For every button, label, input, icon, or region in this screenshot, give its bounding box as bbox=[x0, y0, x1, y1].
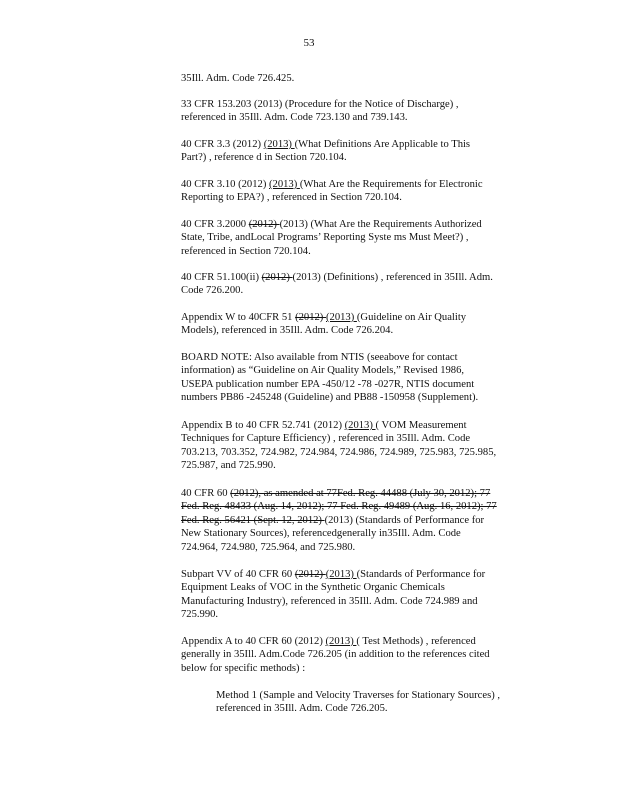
reference-text: 40 CFR 3.10 (2012) bbox=[181, 179, 269, 190]
reference-text: ( VOM Measurement bbox=[375, 420, 467, 431]
reference-line bbox=[181, 271, 526, 284]
reference-text: Appendix W to 40CFR 51 bbox=[181, 312, 296, 323]
reference-text: 40 CFR 51.100(ii) bbox=[181, 272, 262, 283]
reference-text: (2013) (Standards of Performance for bbox=[324, 514, 485, 526]
reference-text: referenced in 35Ill. Adm. Code 723.130 and 739.143. bbox=[181, 112, 408, 124]
reference-entry bbox=[181, 138, 526, 165]
reference-line bbox=[181, 391, 526, 404]
reference-line bbox=[181, 581, 526, 594]
reference-line bbox=[181, 568, 526, 581]
reference-text: referenced in 35Ill. Adm. Code 726.205. bbox=[216, 703, 388, 715]
reference-text: Models), referenced in 35Ill. Adm. Code 726.204. bbox=[181, 325, 394, 337]
reference-text: (What Are the Requirements for Electronic bbox=[299, 179, 483, 190]
inserted-text: (2013) bbox=[326, 312, 357, 323]
deleted-text: Fed. Reg. 56421 (Sept. 12, 2012) bbox=[181, 514, 325, 526]
reference-line bbox=[181, 446, 526, 459]
inserted-text: (2013) bbox=[325, 636, 357, 647]
deleted-text: (2012), as amended at 77Fed. Reg. 44488 (July 30, 2012); 77 bbox=[230, 488, 491, 499]
inserted-text: (2013) bbox=[325, 569, 357, 580]
reference-text: 40 CFR 3.2000 bbox=[181, 219, 249, 230]
reference-text: Appendix B to 40 CFR 52.741 (2012) bbox=[181, 420, 345, 431]
reference-text: BOARD NOTE: Also available from NTIS (seeabove for contact bbox=[181, 352, 458, 363]
reference-line bbox=[181, 178, 526, 191]
reference-text: 725.987, and 725.990. bbox=[181, 460, 276, 472]
inserted-text: (2013) bbox=[344, 420, 376, 431]
reference-entry bbox=[181, 487, 526, 554]
page-number: 53 bbox=[303, 37, 315, 49]
reference-line bbox=[181, 527, 526, 540]
reference-line bbox=[181, 311, 526, 324]
reference-text: 40 CFR 3.3 (2012) bbox=[181, 139, 264, 150]
reference-line bbox=[181, 231, 526, 244]
reference-text: 33 CFR 153.203 (2013) (Procedure for the Notice of Discharge) , bbox=[181, 99, 459, 110]
reference-text: (Guideline on Air Quality bbox=[356, 312, 467, 323]
reference-text: Code 726.200. bbox=[181, 285, 244, 297]
reference-entry bbox=[181, 311, 526, 338]
reference-line bbox=[181, 500, 526, 513]
reference-line bbox=[181, 662, 526, 675]
reference-entry bbox=[181, 271, 526, 298]
reference-line bbox=[181, 218, 526, 231]
reference-text: (Standards of Performance for bbox=[356, 569, 486, 580]
reference-line bbox=[181, 608, 526, 621]
reference-line bbox=[181, 378, 526, 391]
reference-text: 703.213, 703.352, 724.982, 724.984, 724.986, 724.989, 725.983, 725.985, bbox=[181, 446, 497, 458]
reference-text: (2013) (Definitions) , referenced in 35Ill. Adm. bbox=[292, 272, 493, 283]
reference-entry bbox=[181, 351, 526, 405]
reference-text: Appendix A to 40 CFR 60 (2012) bbox=[181, 636, 326, 647]
deleted-text: (2012) bbox=[295, 312, 326, 323]
reference-line bbox=[181, 351, 526, 364]
reference-line bbox=[181, 419, 526, 432]
reference-entry bbox=[216, 689, 542, 716]
reference-line bbox=[181, 595, 526, 608]
reference-entry bbox=[181, 72, 526, 85]
reference-line bbox=[181, 635, 526, 648]
reference-text: Techniques for Capture Efficiency) , referenced in 35Ill. Adm. Code bbox=[181, 433, 471, 445]
reference-text: 35Ill. Adm. Code 726.425. bbox=[181, 73, 295, 84]
reference-line bbox=[181, 541, 526, 554]
reference-text: (What Definitions Are Applicable to This bbox=[294, 139, 471, 150]
reference-line bbox=[181, 514, 526, 527]
reference-text: referenced in Section 720.104. bbox=[181, 245, 311, 257]
reference-text: Part?) , reference d in Section 720.104. bbox=[181, 152, 347, 164]
reference-line bbox=[181, 138, 526, 151]
reference-text: Method 1 (Sample and Velocity Traverses for Stationary Sources) , bbox=[216, 690, 501, 701]
reference-text: Manufacturing Industry), referenced in 35Ill. Adm. Code 724.989 and bbox=[181, 595, 478, 607]
reference-line bbox=[181, 324, 526, 337]
reference-text: generally in 35Ill. Adm.Code 726.205 (in addition to the references cited bbox=[181, 649, 490, 661]
reference-text: 725.990. bbox=[181, 609, 219, 621]
reference-entry bbox=[181, 568, 526, 622]
reference-line bbox=[181, 191, 526, 204]
inserted-text: (2013) bbox=[269, 179, 300, 190]
reference-text: State, Tribe, andLocal Programs’ Reporting Syste ms Must Meet?) , bbox=[181, 232, 469, 244]
deleted-text: (2012) bbox=[248, 219, 280, 230]
reference-text: 724.964, 724.980, 725.964, and 725.980. bbox=[181, 541, 356, 553]
reference-line bbox=[181, 487, 526, 500]
reference-line bbox=[181, 459, 526, 472]
reference-line bbox=[181, 432, 526, 445]
reference-line bbox=[181, 284, 526, 297]
reference-line bbox=[181, 648, 526, 661]
reference-text: New Stationary Sources), referencedgenerally in35Ill. Adm. Code bbox=[181, 528, 461, 540]
reference-line bbox=[216, 689, 542, 702]
reference-text: information) as “Guideline on Air Quality Models,” Revised 1986, bbox=[181, 365, 465, 377]
reference-line bbox=[181, 245, 526, 258]
reference-line bbox=[181, 98, 526, 111]
reference-entry bbox=[181, 218, 526, 258]
reference-text: below for specific methods) : bbox=[181, 662, 306, 674]
inserted-text: (2013) bbox=[263, 139, 295, 150]
reference-line bbox=[181, 364, 526, 377]
reference-line bbox=[216, 702, 542, 715]
reference-text: 40 CFR 60 bbox=[181, 488, 231, 499]
reference-text: ( Test Methods) , referenced bbox=[356, 636, 476, 647]
reference-line bbox=[181, 72, 526, 85]
deleted-text: (2012) bbox=[261, 272, 293, 283]
reference-text: Reporting to EPA?) , referenced in Section 720.104. bbox=[181, 192, 402, 204]
reference-entry bbox=[181, 419, 526, 473]
reference-line bbox=[181, 151, 526, 164]
reference-text: (2013) (What Are the Requirements Authorized bbox=[279, 219, 482, 230]
reference-text: Subpart VV of 40 CFR 60 bbox=[181, 569, 295, 580]
reference-text: numbers PB86 -245248 (Guideline) and PB88 -150958 (Supplement). bbox=[181, 392, 479, 404]
reference-entry bbox=[181, 98, 526, 125]
reference-entry bbox=[181, 178, 526, 205]
deleted-text: (2012) bbox=[294, 569, 326, 580]
reference-text: Equipment Leaks of VOC in the Synthetic Organic Chemicals bbox=[181, 582, 445, 594]
reference-entry bbox=[181, 635, 526, 675]
reference-line bbox=[181, 111, 526, 124]
deleted-text: Fed. Reg. 48433 (Aug. 14, 2012); 77 Fed. Reg. 49489 (Aug. 16, 2012); 77 bbox=[181, 501, 497, 513]
reference-text: USEPA publication number EPA -450/12 -78 -027R, NTIS document bbox=[181, 378, 475, 390]
